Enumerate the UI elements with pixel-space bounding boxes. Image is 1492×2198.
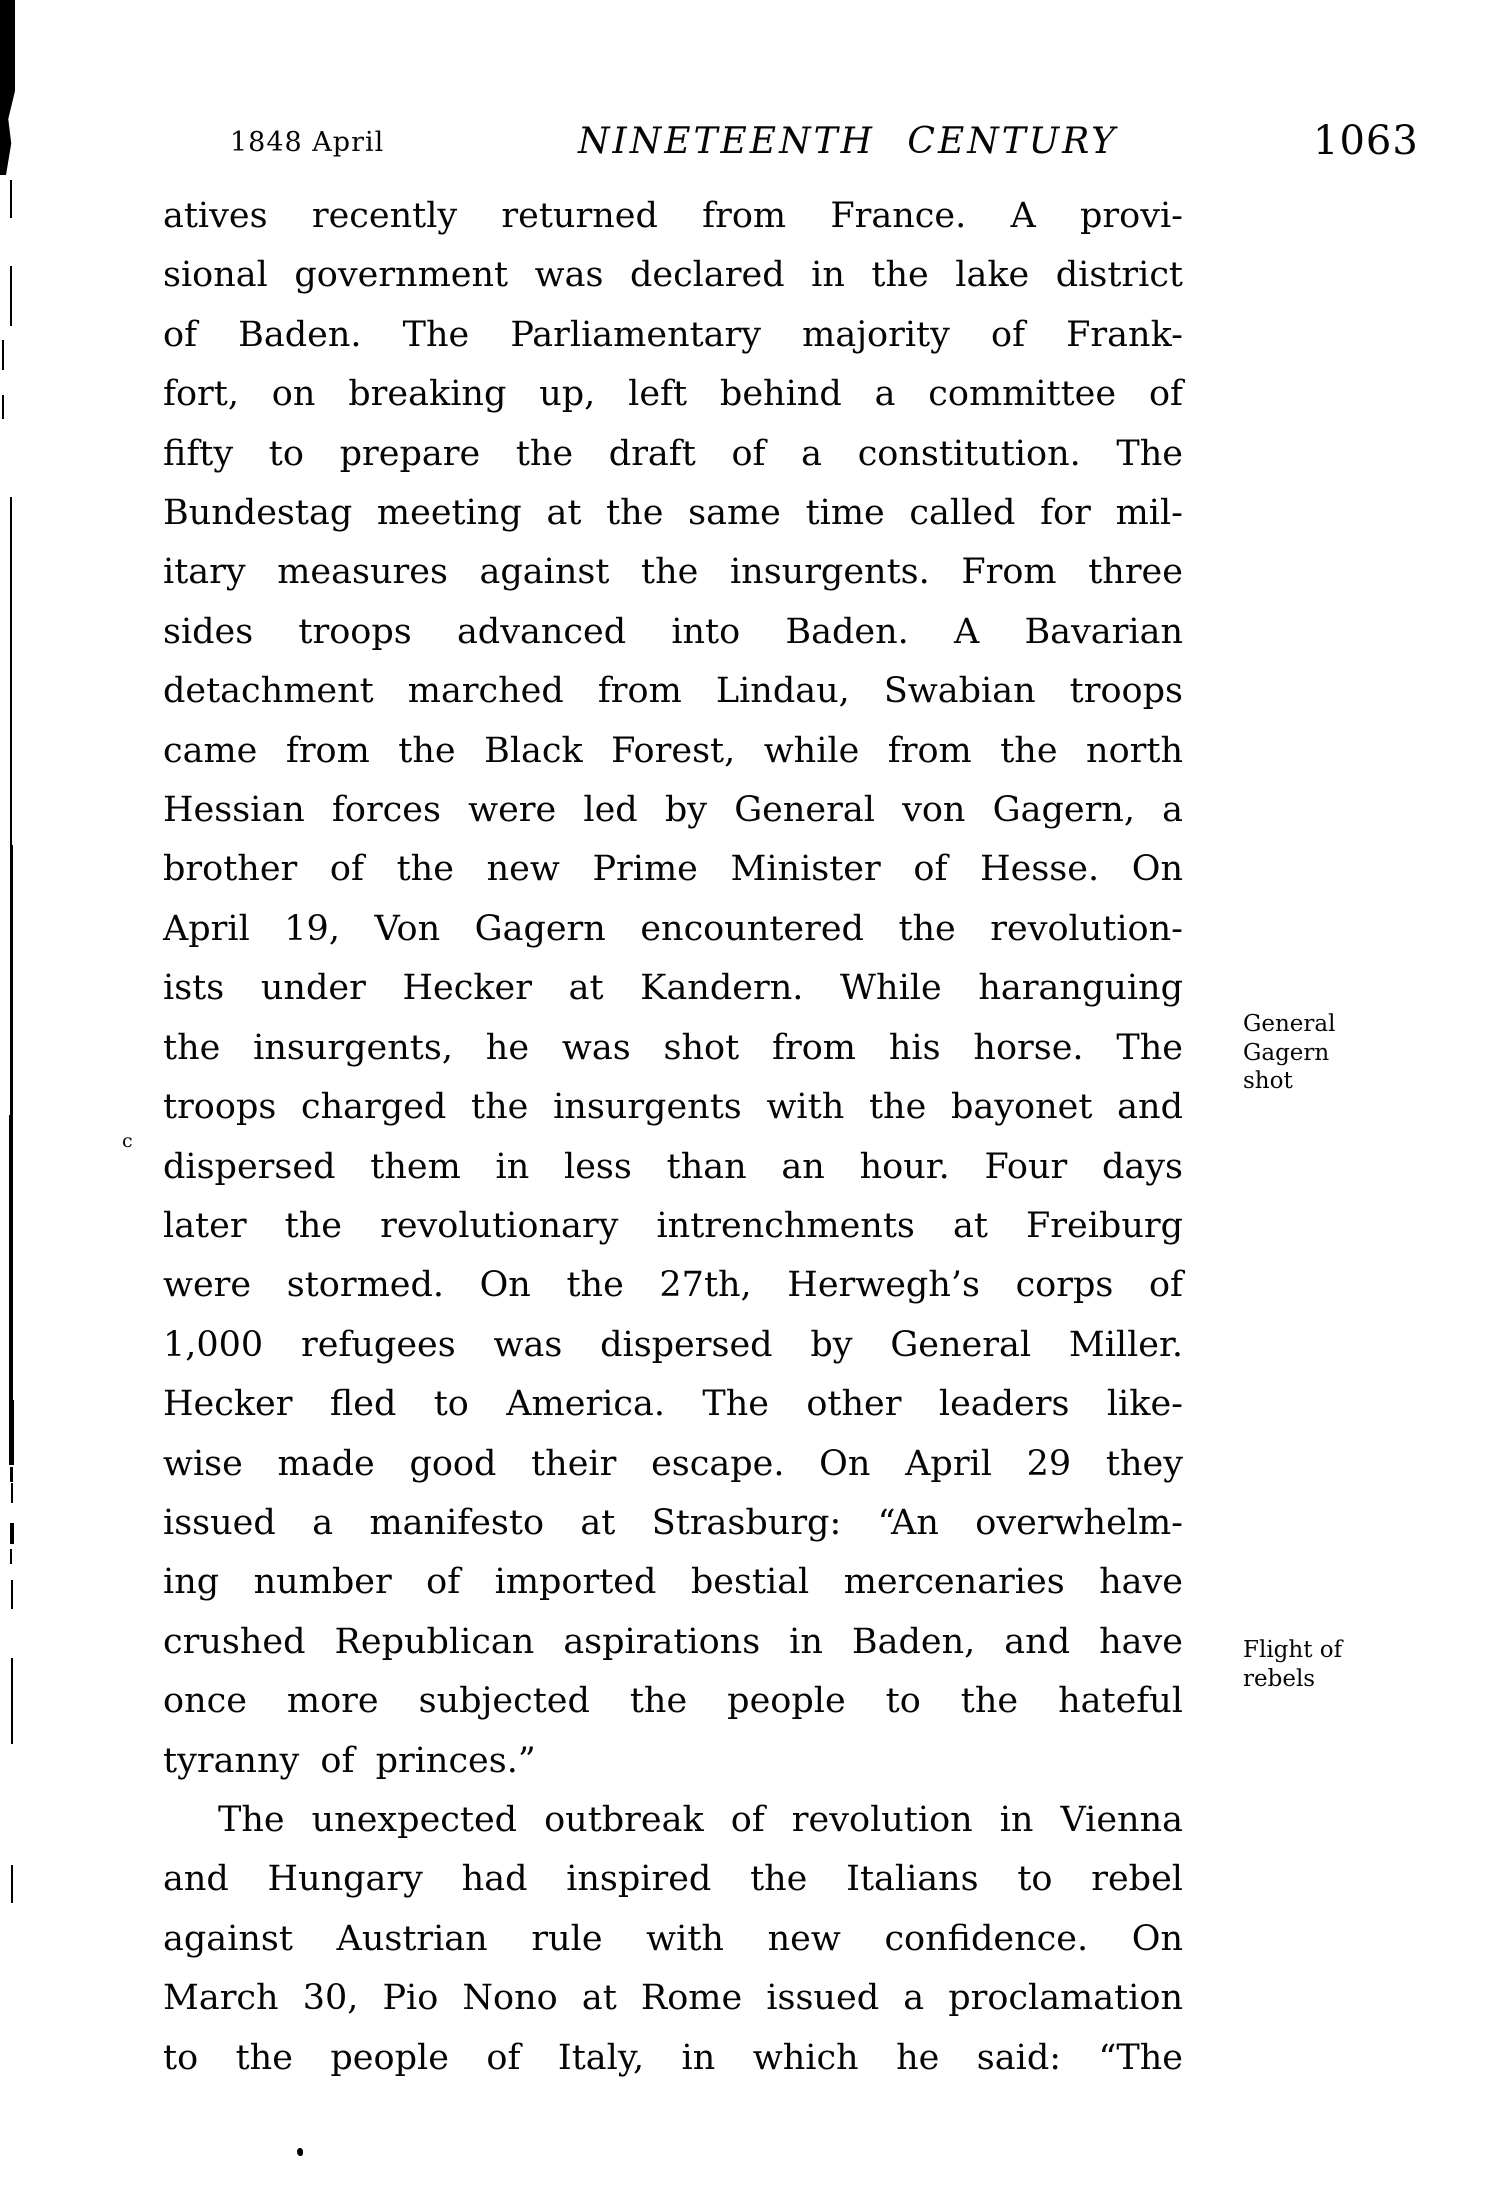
text-line: of Baden. The Parliamentary majority of Frank- xyxy=(163,314,1183,355)
header-date: 1848 April xyxy=(230,127,385,158)
scan-artifact-edge-line xyxy=(11,1658,13,1744)
scan-artifact-corner-wedge xyxy=(0,0,15,175)
text-line: ing number of imported bestial mercenaries have xyxy=(163,1562,1183,1603)
text-line: sional government was declared in the lake district xyxy=(163,255,1183,296)
text-line-paragraph-start: The unexpected outbreak of revolution in Vienna xyxy=(218,1799,1183,1840)
margin-note-line: shot xyxy=(1243,1068,1293,1094)
text-line: and Hungary had inspired the Italians to rebel xyxy=(163,1859,1183,1900)
text-line: issued a manifesto at Strasburg: “An overwhelm- xyxy=(163,1502,1183,1543)
scan-artifact-edge-line xyxy=(10,266,12,326)
text-line: itary measures against the insurgents. From three xyxy=(163,552,1183,593)
scan-artifact-edge-line xyxy=(9,1400,14,1465)
text-line: atives recently returned from France. A provi- xyxy=(163,196,1183,236)
text-line: dispersed them in less than an hour. Four days xyxy=(163,1146,1183,1187)
text-line: once more subjected the people to the hateful xyxy=(163,1681,1183,1722)
text-line: wise made good their escape. On April 29 they xyxy=(163,1443,1183,1484)
scan-artifact-edge-line xyxy=(9,1115,13,1400)
text-line: crushed Republican aspirations in Baden, and have xyxy=(163,1621,1183,1662)
scan-artifact-speck xyxy=(10,1549,12,1564)
text-line: troops charged the insurgents with the bayonet and xyxy=(163,1087,1183,1128)
scan-artifact-edge-line xyxy=(10,1523,14,1544)
margin-note-line: Gagern xyxy=(1243,1039,1330,1066)
header-page-number: 1063 xyxy=(1313,118,1419,164)
text-line-paragraph-end: tyranny of princes.” xyxy=(163,1740,536,1781)
text-line: brother of the new Prime Minister of Hesse. On xyxy=(163,849,1183,890)
text-line: sides troops advanced into Baden. A Bavarian xyxy=(163,611,1183,652)
scan-artifact-edge-line xyxy=(10,180,12,218)
margin-note-line: rebels xyxy=(1243,1665,1316,1692)
scan-artifact-edge-line xyxy=(11,1865,13,1903)
header-journal-title: NINETEENTH CENTURY xyxy=(578,121,1118,162)
margin-note-line: Flight of xyxy=(1243,1637,1343,1663)
margin-note-general-gagern-shot xyxy=(1243,1010,1423,1096)
text-line: fifty to prepare the draft of a constitution. The xyxy=(163,433,1183,474)
margin-note-line: General xyxy=(1243,1011,1336,1037)
text-line: fort, on breaking up, left behind a committee of xyxy=(163,374,1183,415)
text-line: March 30, Pio Nono at Rome issued a proclamation xyxy=(163,1978,1183,2019)
body-text-column xyxy=(163,187,1183,2088)
scan-artifact-stray-mark: c xyxy=(122,1130,133,1152)
text-line: were stormed. On the 27th, Herwegh’s corps of xyxy=(163,1265,1183,1306)
text-line: to the people of Italy, in which he said: “The xyxy=(163,2037,1183,2078)
text-line: later the revolutionary intrenchments at Freiburg xyxy=(163,1205,1183,1246)
text-line: Hessian forces were led by General von Gagern, a xyxy=(163,790,1183,831)
scan-artifact-edge-line xyxy=(10,497,12,845)
scan-artifact-speck xyxy=(10,1467,13,1482)
text-line: Hecker fled to America. The other leaders like- xyxy=(163,1384,1183,1425)
scan-artifact-footer-dot xyxy=(297,2148,303,2156)
text-line: against Austrian rule with new confidence. On xyxy=(163,1918,1183,1959)
text-line: ists under Hecker at Kandern. While haranguing xyxy=(163,968,1183,1009)
text-line: the insurgents, he was shot from his horse. The xyxy=(163,1027,1183,1068)
text-line: Bundestag meeting at the same time called for mil- xyxy=(163,493,1183,534)
scan-artifact-speck xyxy=(2,395,4,419)
margin-note-flight-of-rebels xyxy=(1243,1636,1423,1693)
text-line: detachment marched from Lindau, Swabian troops xyxy=(163,671,1183,712)
text-line: 1,000 refugees was dispersed by General Miller. xyxy=(163,1324,1183,1365)
scan-artifact-edge-line xyxy=(11,1483,13,1503)
scan-artifact-edge-line xyxy=(11,1580,13,1609)
scan-artifact-speck xyxy=(2,340,4,370)
text-line: April 19, Von Gagern encountered the revolution- xyxy=(163,908,1183,949)
text-line: came from the Black Forest, while from the north xyxy=(163,730,1183,771)
scan-artifact-edge-line xyxy=(10,845,13,1115)
